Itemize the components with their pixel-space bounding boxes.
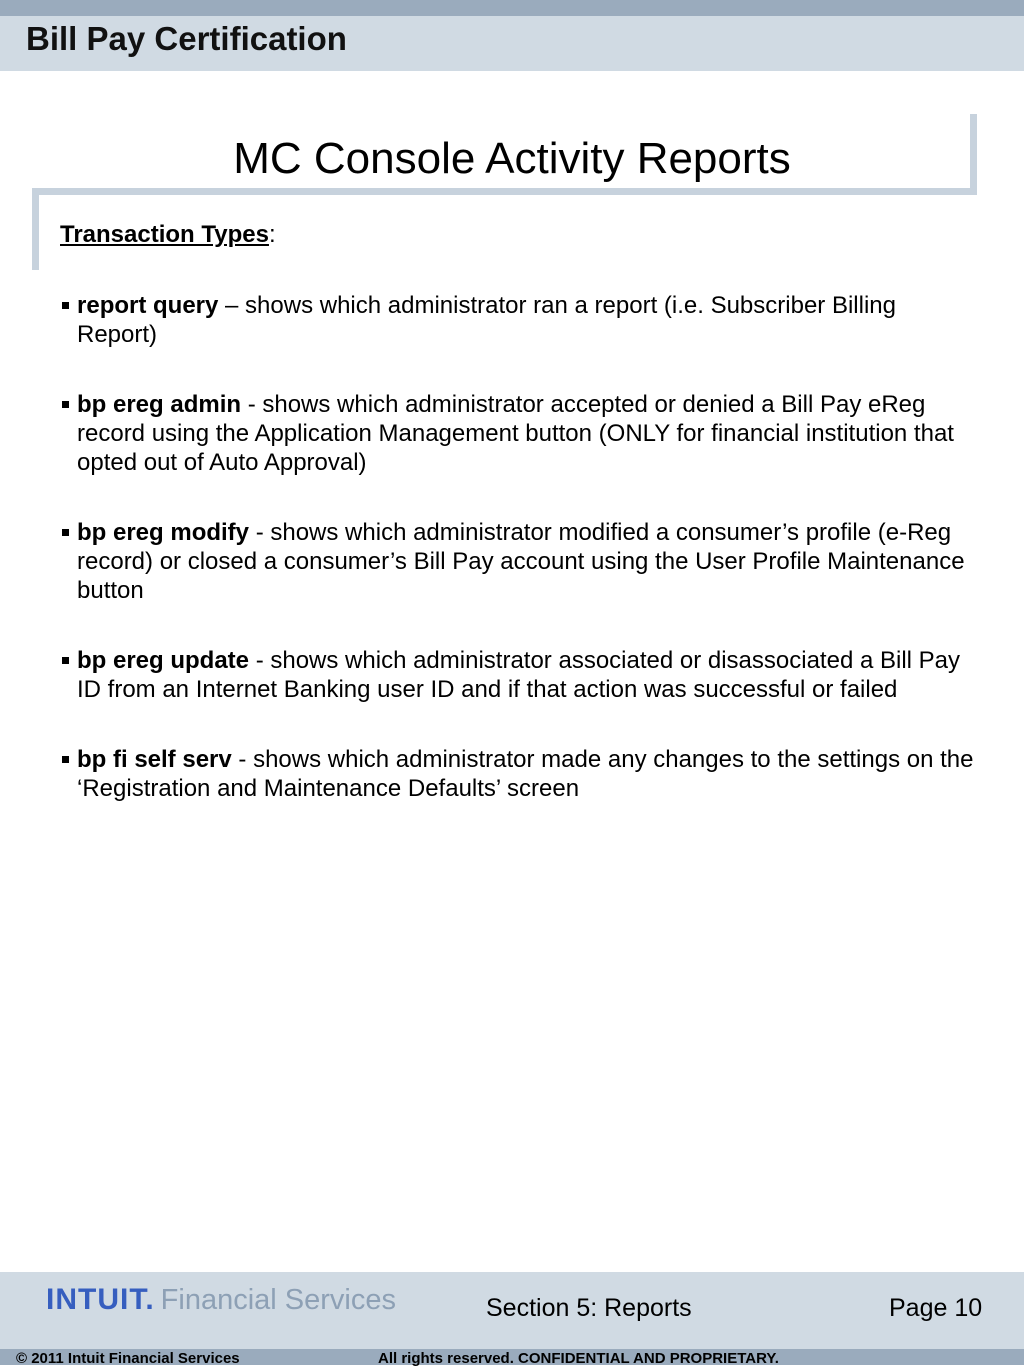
bullet-desc: - shows which administrator made any changes to the settings on the ‘Registration and Maintenance Defaults’ screen <box>77 746 974 802</box>
header-title: Bill Pay Certification <box>26 20 347 57</box>
bullet-item <box>60 745 980 803</box>
bullet-square-icon <box>62 657 69 664</box>
bullet-term: bp ereg modify <box>77 519 250 546</box>
footer-rights: All rights reserved. CONFIDENTIAL AND PROPRIETARY. <box>378 1350 779 1367</box>
bullet-term: bp fi self serv <box>77 746 232 773</box>
bullet-item <box>60 390 980 477</box>
footer-copyright: © 2011 Intuit Financial Services <box>16 1350 240 1367</box>
bullet-square-icon <box>62 401 69 408</box>
bullet-square-icon <box>62 302 69 309</box>
bullet-square-icon <box>62 529 69 536</box>
footer-section: Section 5: Reports <box>486 1294 692 1322</box>
logo-brand: INTUIT. <box>46 1283 155 1316</box>
footer-page-number: Page 10 <box>889 1294 983 1322</box>
intuit-logo <box>46 1283 396 1317</box>
bullet-item <box>60 518 980 605</box>
bullet-term: bp ereg update <box>77 647 250 674</box>
top-strip <box>0 0 1024 16</box>
logo-text: Financial Services <box>160 1284 396 1316</box>
bullet-square-icon <box>62 756 69 763</box>
bullet-list <box>60 291 980 844</box>
bullet-desc: - shows which administrator associated or disassociated a Bill Pay ID from an Internet Banking user ID and if that action was successful or failed <box>77 647 961 703</box>
bullet-term: bp ereg admin <box>77 391 242 418</box>
bullet-desc: - shows which administrator modified a consumer’s profile (e-Reg record) or closed a consumer’s Bill Pay account using the User Profile Maintenance button <box>77 519 965 604</box>
section-label-colon: : <box>268 221 276 248</box>
slide-title: MC Console Activity Reports <box>233 134 791 183</box>
bullet-desc: - shows which administrator accepted or denied a Bill Pay eReg record using the Application Management button (ONLY for financial institution that opted out of Auto Approval) <box>77 391 954 476</box>
bullet-term: report query <box>77 292 219 319</box>
bullet-item <box>60 291 980 349</box>
bullet-item <box>60 646 980 704</box>
title-frame-bottom <box>32 188 977 195</box>
title-frame-left <box>32 188 39 270</box>
section-label <box>60 221 276 249</box>
bullet-desc: – shows which administrator ran a report (i.e. Subscriber Billing Report) <box>77 292 896 348</box>
section-label-text: Transaction Types <box>60 221 269 248</box>
